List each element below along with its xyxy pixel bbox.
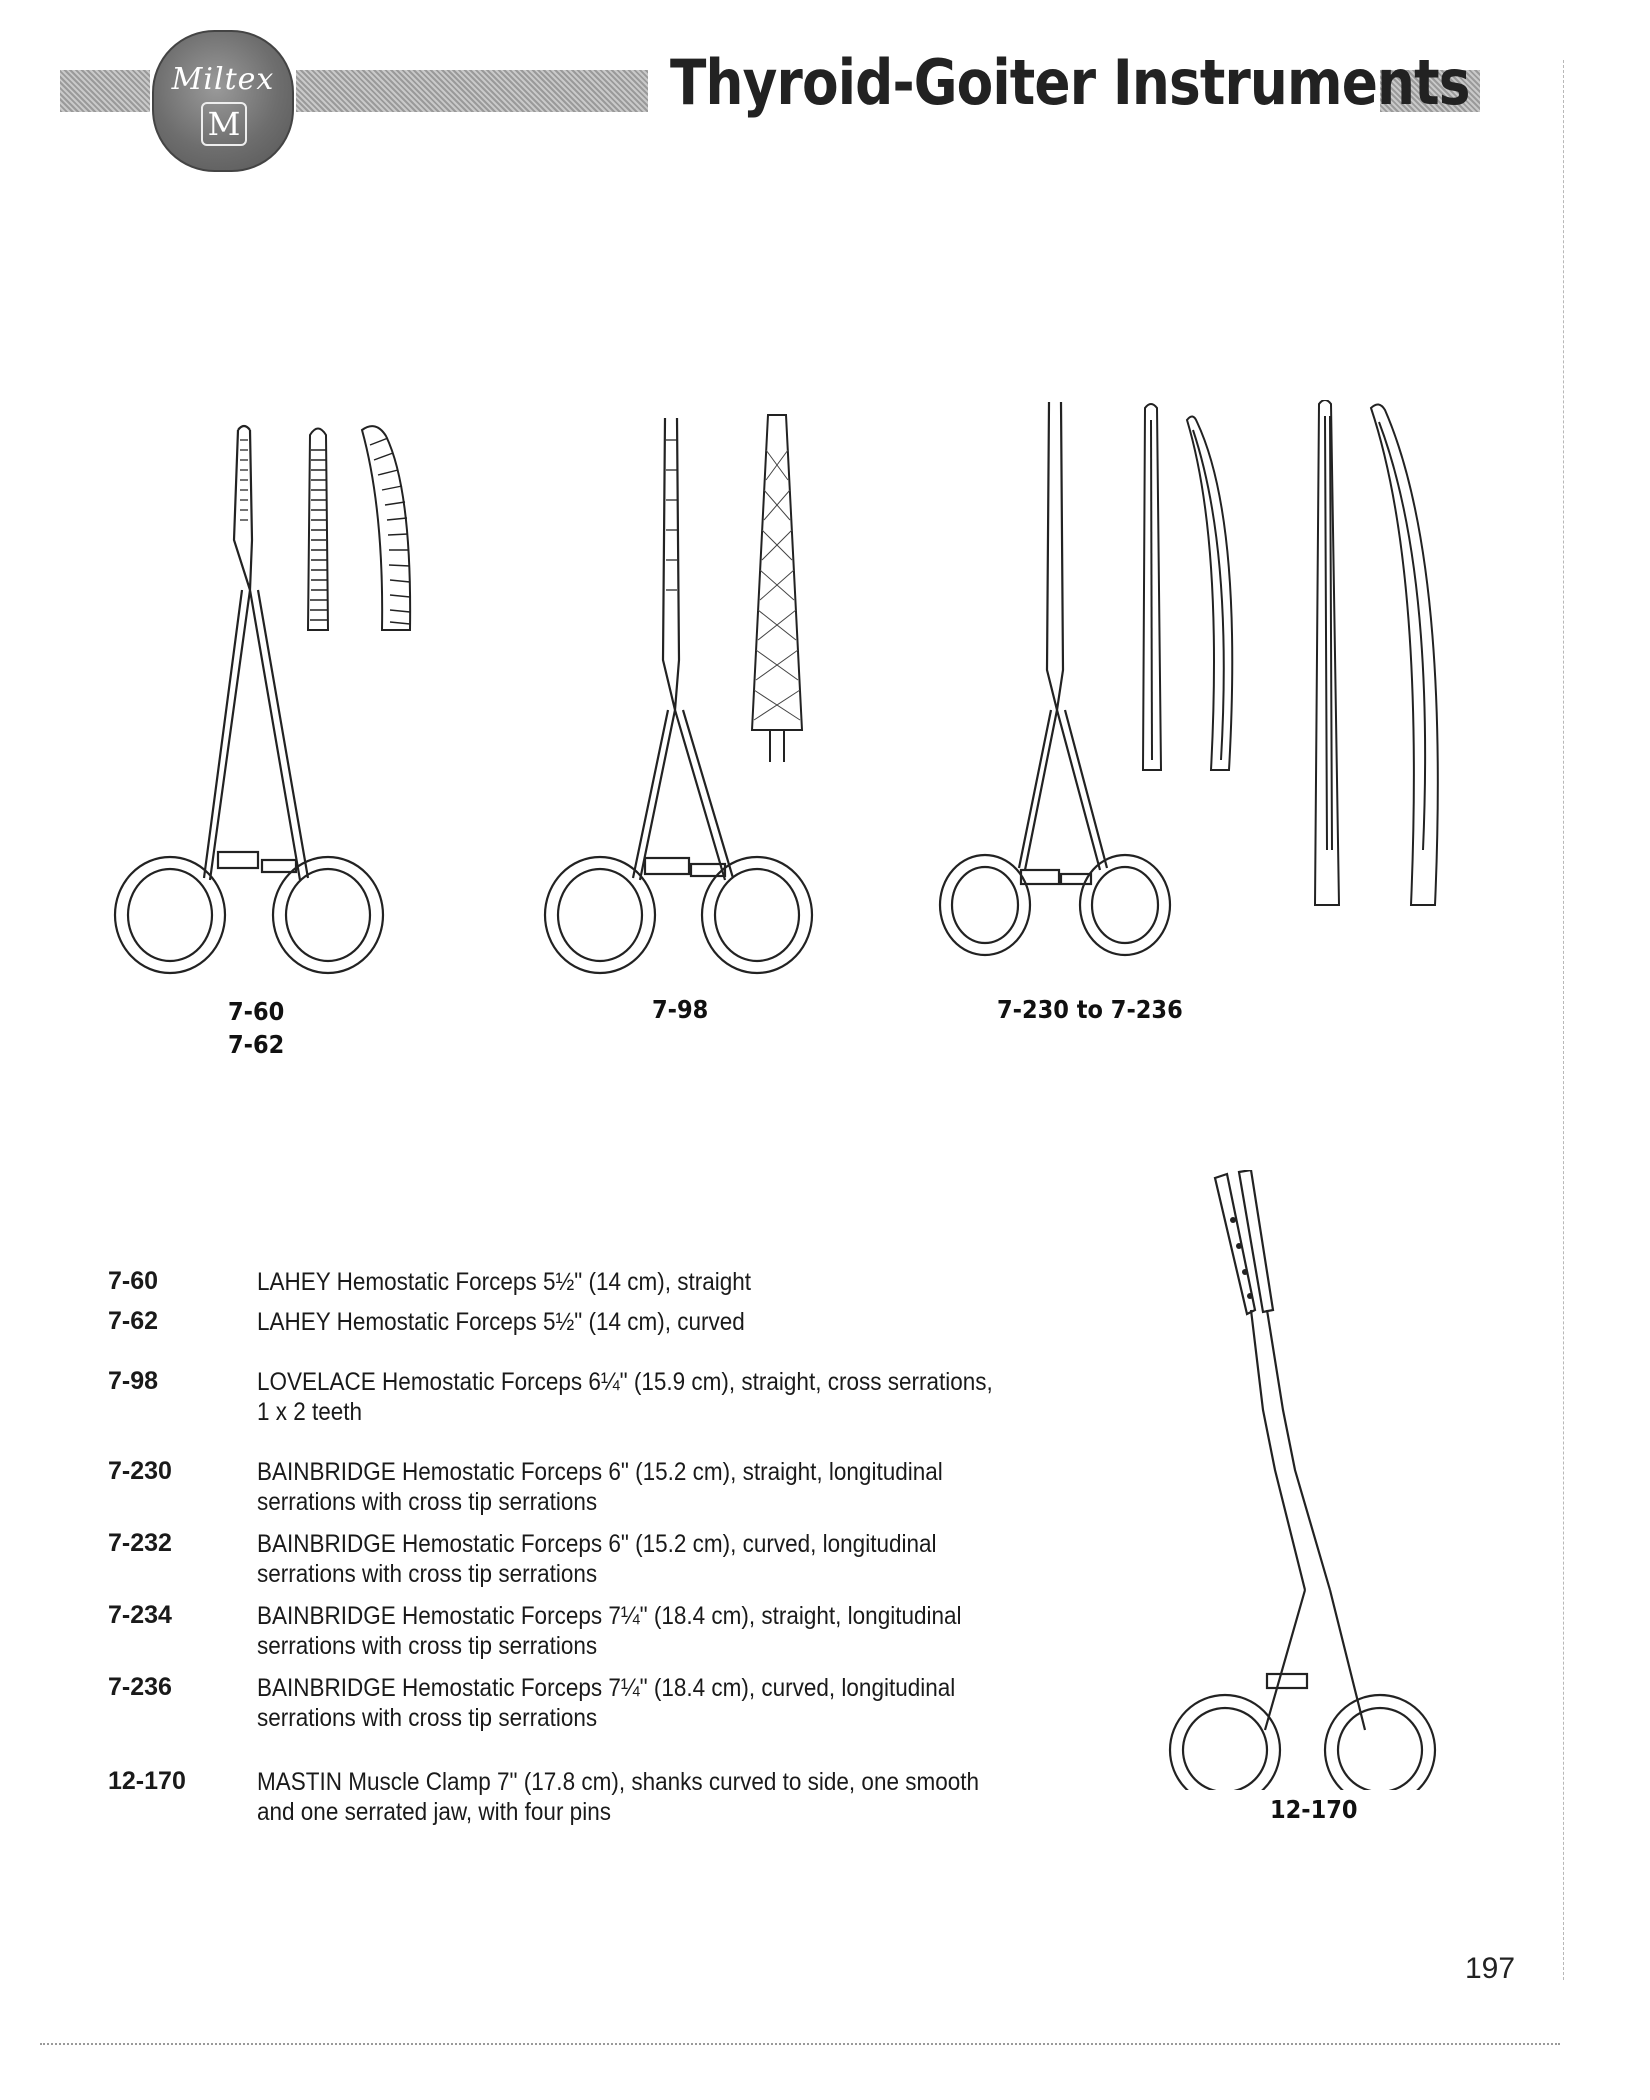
- catalog-description: [257, 1673, 1067, 1733]
- catalog-code: 12-170: [108, 1767, 186, 1795]
- catalog-description: [257, 1367, 1067, 1427]
- description-line: LAHEY Hemostatic Forceps 5½" (14 cm), straight: [257, 1268, 752, 1296]
- figure-mastin-clamp: [1155, 1170, 1445, 1790]
- mastin-clamp-illustration: [1155, 1170, 1445, 1790]
- logo-brand: Miltex: [171, 62, 275, 97]
- figure-label-lahey: [228, 995, 284, 1061]
- header-bar-middle: [296, 70, 648, 112]
- figure-label-bainbridge: [997, 995, 1183, 1024]
- catalog-code: 7-232: [108, 1529, 172, 1557]
- logo-mark: M: [201, 102, 247, 146]
- catalog-code: 7-230: [108, 1457, 172, 1485]
- figure-label-lovelace: [652, 995, 708, 1024]
- description-line: LAHEY Hemostatic Forceps 5½" (14 cm), curved: [257, 1308, 745, 1336]
- lahey-jaw-detail-illustration: [300, 420, 430, 660]
- figure-lahey-forceps: [100, 420, 400, 980]
- page-number: 197: [1465, 1952, 1516, 1985]
- catalog-code: 7-234: [108, 1601, 172, 1629]
- bottom-rule: [40, 2043, 1560, 2045]
- figure-label-line: 7-230 to 7-236: [997, 995, 1183, 1024]
- description-line: MASTIN Muscle Clamp 7" (17.8 cm), shanks curved to side, one smooth: [257, 1768, 980, 1796]
- description-line: and one serrated jaw, with four pins: [257, 1798, 611, 1826]
- lovelace-jaw-detail-illustration: [740, 410, 820, 780]
- catalog-description: [257, 1601, 1067, 1661]
- catalog-code: 7-236: [108, 1673, 172, 1701]
- miltex-logo: [152, 30, 294, 172]
- description-line: BAINBRIDGE Hemostatic Forceps 7¼" (18.4 cm), curved, longitudinal: [257, 1674, 956, 1702]
- figure-label-mastin: [1270, 1795, 1358, 1824]
- description-line: serrations with cross tip serrations: [257, 1632, 598, 1660]
- figure-lovelace-forceps: [525, 410, 825, 980]
- margin-guide-line: [1563, 60, 1564, 1980]
- catalog-code: 7-60: [108, 1267, 159, 1295]
- description-line: serrations with cross tip serrations: [257, 1560, 598, 1588]
- catalog-description: [257, 1457, 1067, 1517]
- description-line: LOVELACE Hemostatic Forceps 6¼" (15.9 cm), straight, cross serrations,: [257, 1368, 993, 1396]
- figure-label-line: 7-60: [228, 997, 285, 1026]
- figure-label-line: 12-170: [1270, 1795, 1358, 1824]
- page-title: Thyroid-Goiter Instruments: [670, 46, 1470, 119]
- figure-label-line: 7-62: [228, 1030, 285, 1059]
- catalog-code: 7-62: [108, 1307, 159, 1335]
- catalog-description: [257, 1529, 1067, 1589]
- description-line: serrations with cross tip serrations: [257, 1704, 598, 1732]
- description-line: BAINBRIDGE Hemostatic Forceps 7¼" (18.4 cm), straight, longitudinal: [257, 1602, 962, 1630]
- description-line: BAINBRIDGE Hemostatic Forceps 6" (15.2 cm), straight, longitudinal: [257, 1458, 943, 1486]
- catalog-description: [257, 1267, 1067, 1297]
- figure-label-line: 7-98: [652, 995, 709, 1024]
- bainbridge-jaw-detail-illustration: [1135, 400, 1475, 920]
- header-bar-left: [60, 70, 150, 112]
- catalog-description: [257, 1307, 1067, 1337]
- catalog-code: 7-98: [108, 1367, 159, 1395]
- description-line: serrations with cross tip serrations: [257, 1488, 598, 1516]
- description-line: 1 x 2 teeth: [257, 1398, 363, 1426]
- description-line: BAINBRIDGE Hemostatic Forceps 6" (15.2 cm), curved, longitudinal: [257, 1530, 937, 1558]
- figure-bainbridge-forceps: [935, 400, 1175, 960]
- catalog-description: [257, 1767, 1067, 1827]
